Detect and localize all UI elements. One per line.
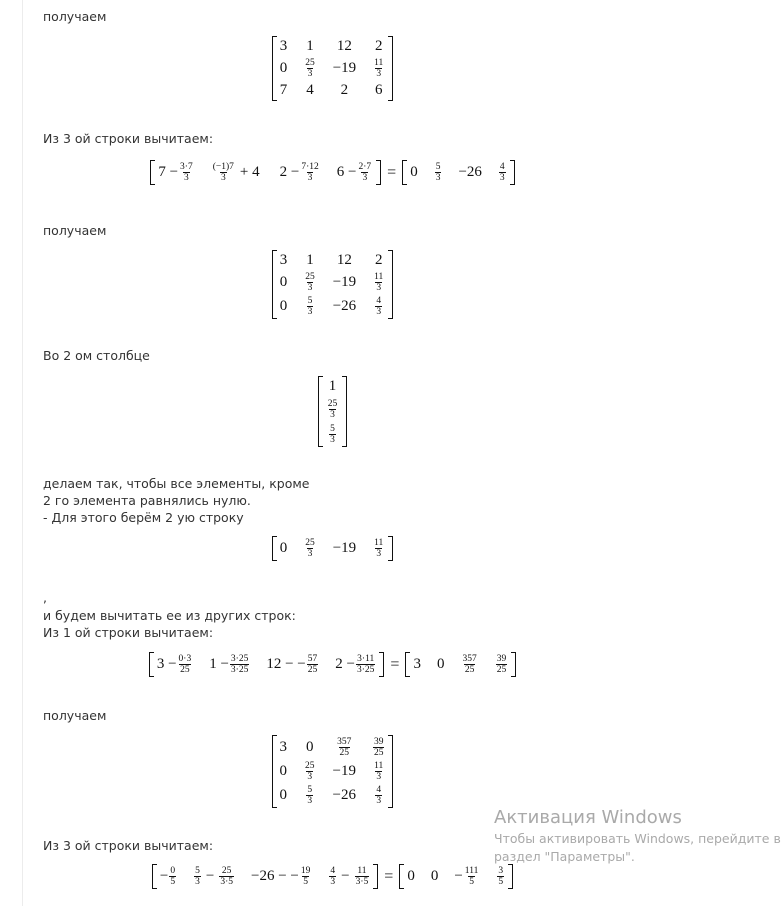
text-instruction-3: - Для этого берём 2 ую строку [43,510,244,525]
text-subtract-intro: и будем вычитать ее из других строк: [43,608,296,623]
text-subtract-row3: Из 3 ой строки вычитаем: [43,131,214,146]
fraction: $\frac{4}{3}$ [376,785,382,806]
cell: 12 [336,38,352,54]
fraction: $\frac{39}{25}$ [496,654,507,675]
cell: 6 [374,82,383,98]
equation-row1-subtract: 3 − $\frac{0\cdot 3}{25}$ 1 − $\frac{3\cdot 25}{3\cdot 25}$ 12 − − $\frac{57}{25}$ 2 − $\frac{3\cdot 11}{3\cdot 25}$ = 3 0 $\frac{357}{25}$ $\frac{39}{25}$ [0,652,665,677]
cell: 4 [306,82,314,98]
fraction: $\frac{3\cdot 7}{3}$ [180,162,193,183]
cell: 2 [374,38,383,54]
text-result-label: получаем [43,708,107,723]
fraction: $\frac{11}{3}$ [374,761,384,782]
equation-row3-subtract-2: − $\frac{0}{5}$ $\frac{5}{3}$ − $\frac{25}{3\cdot 5}$ −26 − − $\frac{19}{5}$ $\frac{4}{3}$ − $\frac{11}{3\cdot 5}$ = 0 0 − $\frac{111}{5}$ $\frac{3}{5}$ [0,864,665,889]
fraction: $\frac{7\cdot 12}{3}$ [301,162,319,183]
text-instruction-2: 2 го элемента равнялись нулю. [43,493,251,508]
equals-sign: = [384,867,394,885]
windows-activation-watermark [494,806,781,866]
fraction: $\frac{3\cdot 11}{3\cdot 25}$ [356,654,375,675]
fraction: $\frac{2\cdot 7}{3}$ [358,162,372,183]
fraction: $\frac{5}{3}$ [195,866,200,887]
fraction: $\frac{5}{3}$ [330,424,335,445]
fraction: $\frac{3}{5}$ [498,866,504,887]
watermark-line-3: раздел "Параметры". [494,849,635,864]
text-column2-label: Во 2 ом столбце [43,348,150,363]
equals-sign: = [387,163,397,181]
text-result-label: получаем [43,223,107,238]
text-instruction-1: делаем так, чтобы все элементы, кроме [43,476,310,491]
fraction: $\frac{25}{3}$ [305,272,315,293]
row2-vector: 0 $\frac{25}{3}$ −19 $\frac{11}{3}$ [0,536,665,561]
fraction: $\frac{39}{25}$ [373,737,384,758]
fraction: $\frac{4}{3}$ [499,162,505,183]
cell: 2 [340,82,349,98]
fraction: $\frac{5}{3}$ [307,785,313,806]
fraction: $\frac{25}{3}$ [305,538,315,559]
cell: 7 [279,82,288,98]
fraction: $\frac{5}{3}$ [435,162,441,183]
fraction: $\frac{0\cdot 3}{25}$ [178,654,192,675]
watermark-line-2: Чтобы активировать Windows, перейдите в [494,831,781,846]
cell: −19 [332,60,357,76]
column-vector: 1 $\frac{25}{3}$ $\frac{5}{3}$ [0,376,665,447]
text-subtract-row3: Из 3 ой строки вычитаем: [43,838,214,853]
text-comma: , [43,590,47,605]
fraction: $\frac{4}{3}$ [330,866,336,887]
matrix-1 [0,36,665,101]
fraction: $\frac{25}{3}$ [327,399,338,420]
matrix-3: 3 0 $\frac{357}{25}$ $\frac{39}{25}$ 0 $\frac{25}{3}$ −19 $\frac{11}{3}$ 0 $\frac{5}{3}$ −26 $\frac{4}{3}$ [0,735,665,808]
fraction: $\frac{25}{3}$ [305,58,315,79]
fraction: $\frac{111}{5}$ [464,866,479,887]
fraction: $\frac{357}{25}$ [337,737,352,758]
cell: 3 [279,38,288,54]
watermark-title: Активация Windows [494,807,682,828]
fraction: $\frac{5}{3}$ [307,296,313,317]
cell: 1 [306,38,314,54]
equation-row3-subtract: 7 − $\frac{3\cdot 7}{3}$ $\frac{(-1)7}{3}$ + 4 2 − $\frac{7\cdot 12}{3}$ 6 − $\frac{2\cdot 7}{3}$ = 0 $\frac{5}{3}$ −26 $\frac{4}{3}$ [0,160,665,185]
fraction: $\frac{3\cdot 25}{3\cdot 25}$ [230,654,249,675]
fraction: $\frac{11}{3\cdot 5}$ [355,866,369,887]
fraction: $\frac{19}{5}$ [300,866,311,887]
fraction: $\frac{25}{3\cdot 5}$ [220,866,234,887]
equals-sign: = [390,655,400,673]
fraction: $\frac{11}{3}$ [374,58,384,79]
text-result-label: получаем [43,9,107,24]
fraction: $\frac{11}{3}$ [374,538,384,559]
fraction: $\frac{(-1)7}{3}$ [212,162,234,183]
fraction: $\frac{11}{3}$ [374,272,384,293]
fraction: $\frac{4}{3}$ [376,296,382,317]
fraction: $\frac{57}{25}$ [307,654,318,675]
fraction: $\frac{25}{3}$ [305,761,315,782]
matrix-2: 3 1 12 2 0 $\frac{25}{3}$ −19 $\frac{11}{3}$ 0 $\frac{5}{3}$ −26 $\frac{4}{3}$ [0,250,665,319]
fraction: $\frac{357}{25}$ [462,654,477,675]
fraction: $\frac{0}{5}$ [170,866,176,887]
cell: 0 [279,60,288,76]
text-subtract-row1: Из 1 ой строки вычитаем: [43,625,214,640]
